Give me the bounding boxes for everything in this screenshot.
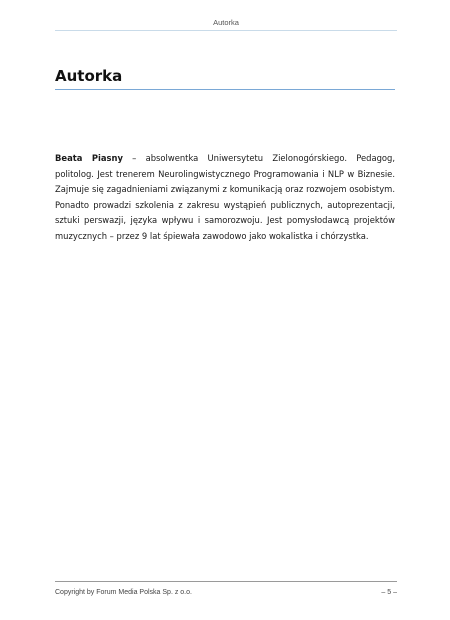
footer-copyright: Copyright by Forum Media Polska Sp. z o.o. [55, 589, 192, 596]
header-divider [55, 30, 397, 31]
running-header: Autorka [213, 18, 239, 27]
footer-divider [55, 581, 397, 582]
author-bio-text: – absolwentka Uniwersytetu Zielonogórskiego. Pedagog, politolog. Jest trenerem Neurolingwistycznego Programowania i NLP w Biznesie. Zajmuje się zagadnieniami związanymi z komunikacją oraz rozwojem osobistym. Ponadto prowadzi szkolenia z zakresu wystąpień publicznych, autoprezentacji, sztuki perswazji, języka wpływu i samorozwoju. Jest pomysłodawcą projektów muzycznych – przez 9 lat śpiewała zawodowo jako wokalistka i chórzystka. [55, 153, 395, 241]
page-title: Autorka [55, 67, 123, 85]
author-bio-paragraph [55, 151, 395, 245]
page-number: – 5 – [381, 589, 397, 596]
title-underline [55, 89, 395, 90]
author-name: Beata Piasny [55, 153, 123, 163]
